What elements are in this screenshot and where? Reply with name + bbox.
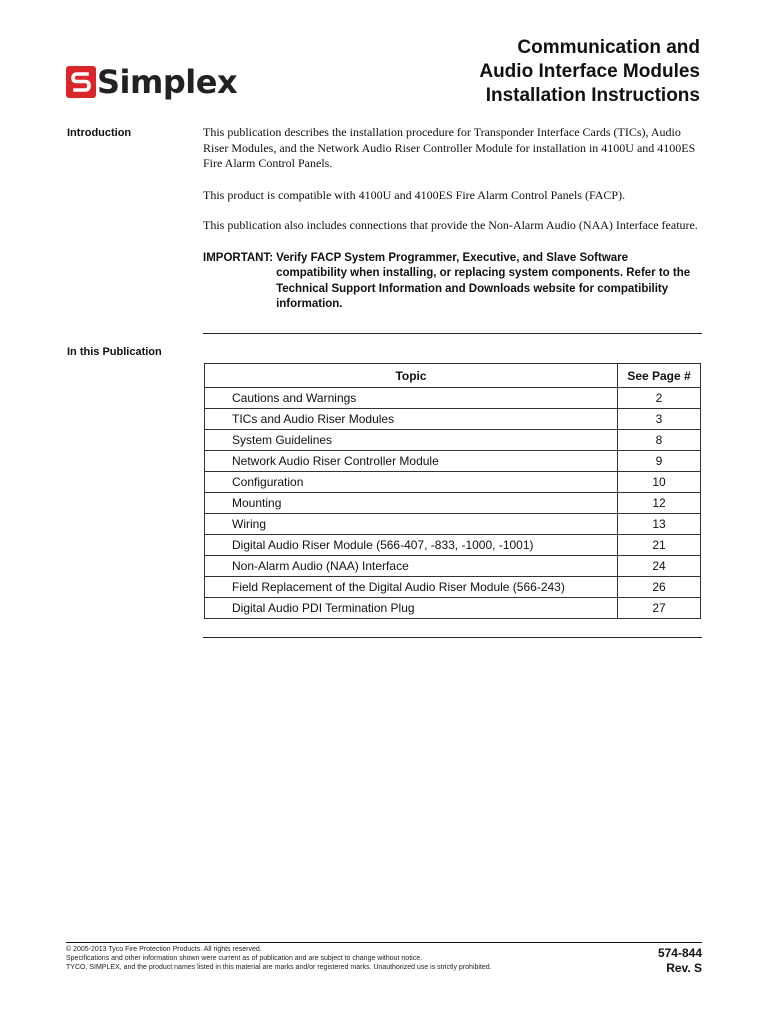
table-row [205,409,701,430]
topic-cell: Field Replacement of the Digital Audio Riser Module (566-243) [205,577,618,598]
table-row [205,472,701,493]
topic-cell: Network Audio Riser Controller Module [205,451,618,472]
section-divider [203,637,702,638]
page-cell: 8 [618,430,701,451]
title-line: Installation Instructions [485,85,700,106]
title-line: Audio Interface Modules [479,61,700,82]
column-header-topic: Topic [205,364,618,388]
footer-line: TYCO, SIMPLEX, and the product names listed in this material are marks and/or registered marks. Unauthorized use is strictly prohibited. [66,964,492,971]
topic-cell: System Guidelines [205,430,618,451]
topic-cell: Cautions and Warnings [205,388,618,409]
page-cell: 26 [618,577,701,598]
page-cell: 13 [618,514,701,535]
page-cell: 27 [618,598,701,619]
footer-line: © 2005-2013 Tyco Fire Protection Products. All rights reserved. [66,946,262,953]
topics-table [204,363,701,619]
topic-cell: TICs and Audio Riser Modules [205,409,618,430]
document-title [479,36,700,108]
page-cell: 12 [618,493,701,514]
intro-paragraph: This publication describes the installation procedure for Transponder Interface Cards (TICs), Audio Riser Modules, and the Network Audio Riser Controller Module for installation in 4100U and 4100ES Fire Alarm Control Panels. [203,125,696,170]
table-row [205,556,701,577]
topic-cell: Configuration [205,472,618,493]
topic-cell: Wiring [205,514,618,535]
title-line: Communication and [517,37,700,58]
revision: Rev. S [666,961,702,975]
document-id [658,946,702,976]
intro-paragraph: This publication also includes connections that provide the Non-Alarm Audio (NAA) Interface feature. [203,218,698,232]
table-row [205,514,701,535]
topic-cell: Digital Audio PDI Termination Plug [205,598,618,619]
page-cell: 10 [618,472,701,493]
topic-cell: Non-Alarm Audio (NAA) Interface [205,556,618,577]
doc-number: 574-844 [657,946,702,960]
table-row [205,430,701,451]
table-row [205,535,701,556]
introduction-label: Introduction [67,127,132,139]
table-row [205,577,701,598]
important-label: IMPORTANT: [203,251,274,264]
page-cell: 3 [618,409,701,430]
important-text: Verify FACP System Programmer, Executive, and Slave Software compatibility when installing, or replacing system components. Refer to the Technical Support Information and Downloads website for compatibility information. [276,251,691,310]
page-cell: 21 [618,535,701,556]
topic-cell: Mounting [205,493,618,514]
table-row [205,388,701,409]
topic-cell: Digital Audio Riser Module (566-407, -833, -1000, -1001) [205,535,618,556]
footer-divider [66,942,702,943]
publication-label: In this Publication [67,346,162,358]
simplex-logo [66,63,238,101]
column-header-page: See Page # [618,364,701,388]
page-cell: 9 [618,451,701,472]
section-divider [203,333,702,334]
important-notice [203,251,701,313]
brand-name: Simplex [97,63,238,101]
table-row [205,493,701,514]
intro-paragraph: This product is compatible with 4100U and 4100ES Fire Alarm Control Panels (FACP). [203,187,626,202]
table-header-row [205,364,701,388]
copyright-notice [66,945,492,972]
page-cell: 2 [618,388,701,409]
page-cell: 24 [618,556,701,577]
introduction-section [203,125,701,313]
footer-line: Specifications and other information shown were current as of publication and are subject to change without notice. [66,955,423,962]
simplex-logo-icon [66,66,96,98]
table-row [205,598,701,619]
table-row [205,451,701,472]
